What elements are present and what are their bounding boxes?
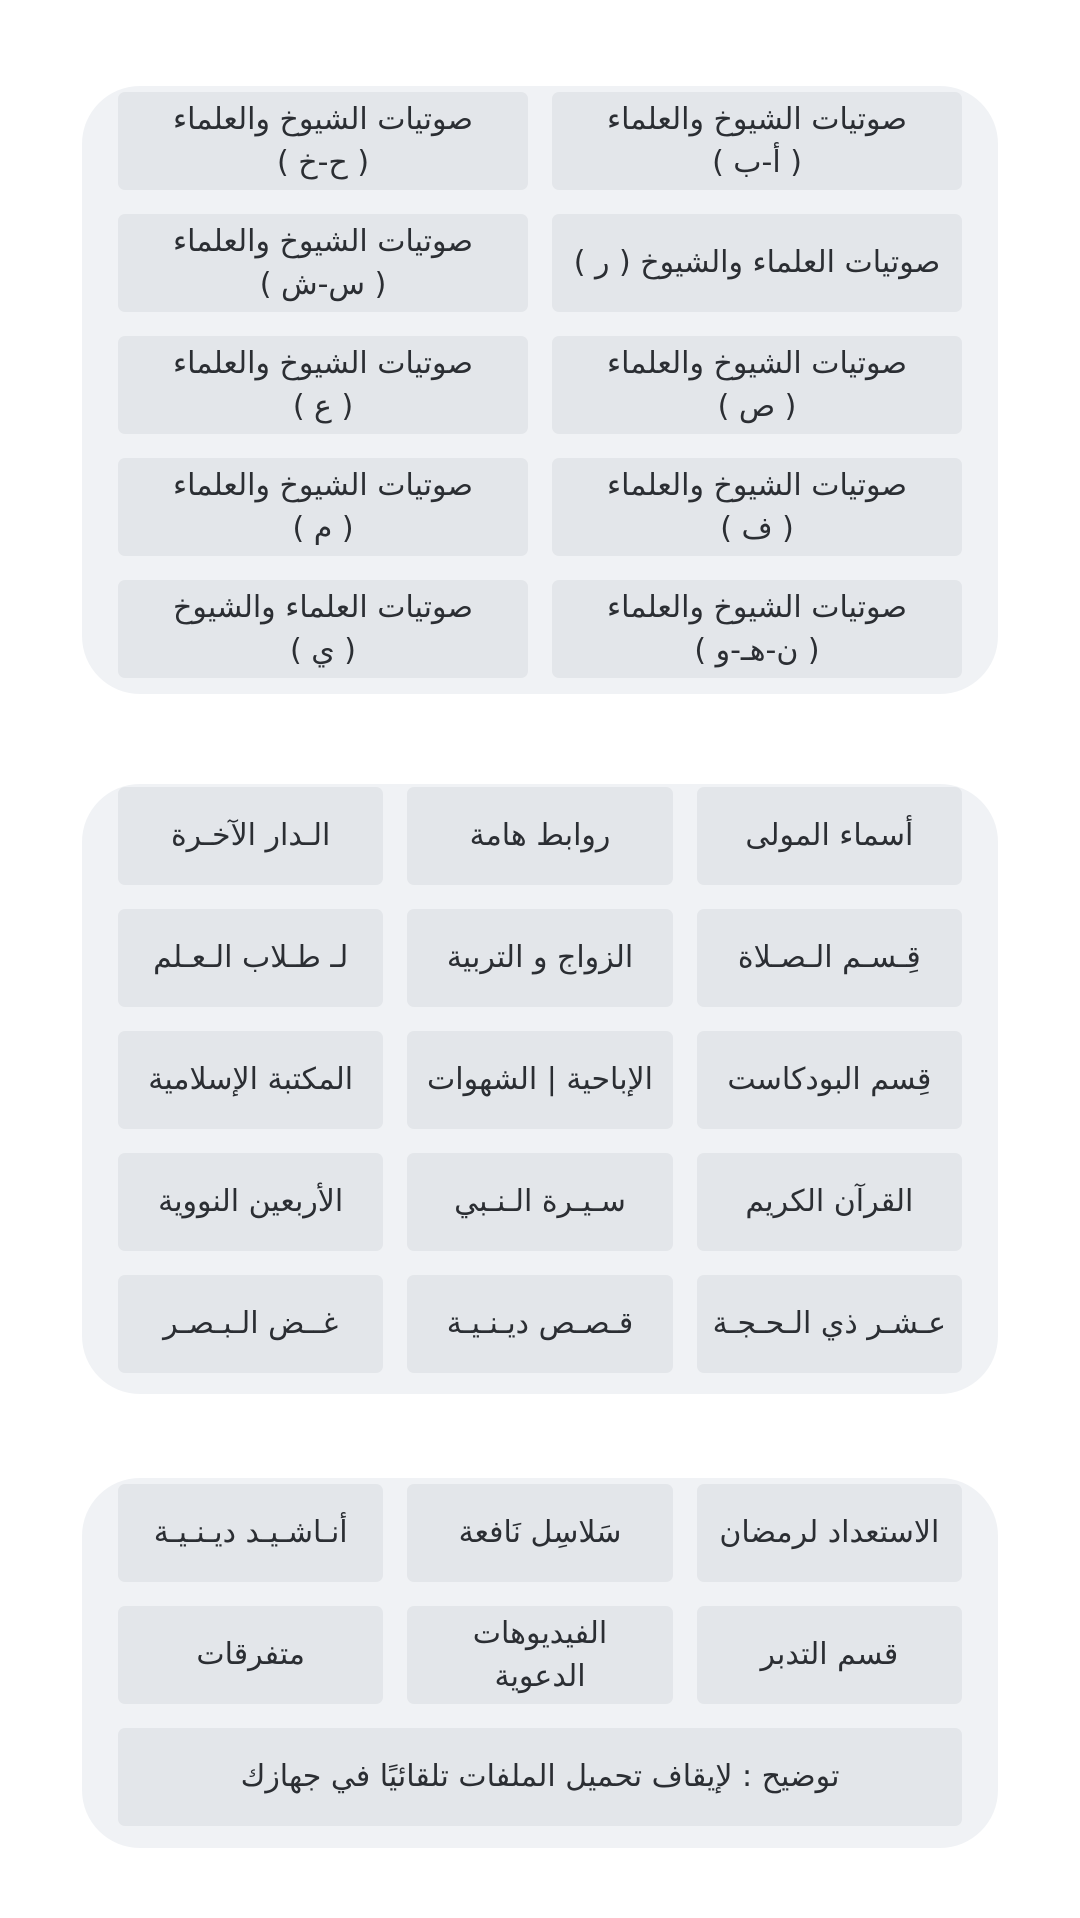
button-label: صوتيات الشيوخ والعلماء [607,589,907,625]
button-sublabel: ( ي ) [290,633,356,668]
button-sublabel: ( ن-هـ-و ) [694,633,820,668]
button-label: صوتيات الشيوخ والعلماء [173,223,473,259]
audio-mim-button[interactable] [118,458,528,556]
podcast-section-button[interactable]: قِسم البودكاست [697,1031,962,1129]
audio-alif-ba-button[interactable] [552,92,962,190]
button-label: صوتيات الشيوخ والعلماء [173,101,473,137]
button-label: صوتيات الشيوخ والعلماء [173,467,473,503]
button-label: صوتيات الشيوخ والعلماء [607,101,907,137]
audio-scholars-panel [82,86,998,694]
holy-quran-button[interactable]: القرآن الكريم [697,1153,962,1251]
button-label: الفيديوهات [472,1615,608,1651]
button-label: صوتيات الشيوخ والعلماء [173,345,473,381]
pornography-desires-button[interactable]: الإباحية | الشهوات [407,1031,672,1129]
audio-scholars-grid [118,92,962,678]
miscellaneous-button[interactable]: متفرقات [118,1606,383,1704]
marriage-upbringing-button[interactable]: الزواج و التربية [407,909,672,1007]
audio-sad-button[interactable] [552,336,962,434]
contemplation-section-button[interactable]: قسم التدبر [697,1606,962,1704]
button-label: صوتيات العلماء والشيوخ ( ر ) [573,245,941,281]
button-sublabel: ( ع ) [292,389,354,424]
audio-ra-button[interactable] [552,214,962,312]
button-sublabel: ( أ-ب ) [712,145,802,180]
button-sublabel: ( ص ) [717,389,797,424]
audio-nun-ha-waw-button[interactable] [552,580,962,678]
ramadan-preparation-button[interactable]: الاستعداد لرمضان [697,1484,962,1582]
islamic-library-button[interactable]: المكتبة الإسلامية [118,1031,383,1129]
topics-grid [118,787,962,1373]
audio-ha-kha-button[interactable] [118,92,528,190]
auto-download-note-button[interactable]: توضيح : لإيقاف تحميل الملفات تلقائيًا في جهازك [118,1728,962,1826]
prayer-section-button[interactable]: قِـسـم الـصـلاة [697,909,962,1007]
audio-fa-button[interactable] [552,458,962,556]
button-sublabel: ( ف ) [720,511,794,546]
students-of-knowledge-button[interactable]: لـ طـلاب الـعـلم [118,909,383,1007]
prophet-biography-button[interactable]: سـيـرة الـنـبي [407,1153,672,1251]
religious-chants-button[interactable]: أنـاشـيـد ديـنـيـة [118,1484,383,1582]
audio-ain-button[interactable] [118,336,528,434]
button-label: صوتيات العلماء والشيوخ [173,589,473,625]
misc-grid [118,1484,962,1826]
religious-stories-button[interactable]: قـصـص ديـنـيـة [407,1275,672,1373]
lowering-gaze-button[interactable]: غــض الـبـصـر [118,1275,383,1373]
ten-days-dhul-hijjah-button[interactable]: عـشـر ذي الـحـجـة [697,1275,962,1373]
audio-sin-shin-button[interactable] [118,214,528,312]
important-links-button[interactable]: روابط هامة [407,787,672,885]
topics-panel [82,784,998,1394]
misc-panel [82,1478,998,1848]
button-sublabel: ( س-ش ) [259,267,387,302]
button-label: صوتيات الشيوخ والعلماء [607,345,907,381]
button-sublabel: ( م ) [292,511,354,546]
hereafter-button[interactable]: الـدار الآخـرة [118,787,383,885]
button-label: صوتيات الشيوخ والعلماء [607,467,907,503]
names-of-allah-button[interactable]: أسماء المولى [697,787,962,885]
dawah-videos-button[interactable] [407,1606,672,1704]
useful-series-button[interactable]: سَلاسِل نَافعة [407,1484,672,1582]
button-sublabel: الدعوية [494,1659,586,1694]
forty-nawawi-button[interactable]: الأربعين النووية [118,1153,383,1251]
audio-ya-button[interactable] [118,580,528,678]
button-sublabel: ( ح-خ ) [276,145,370,180]
